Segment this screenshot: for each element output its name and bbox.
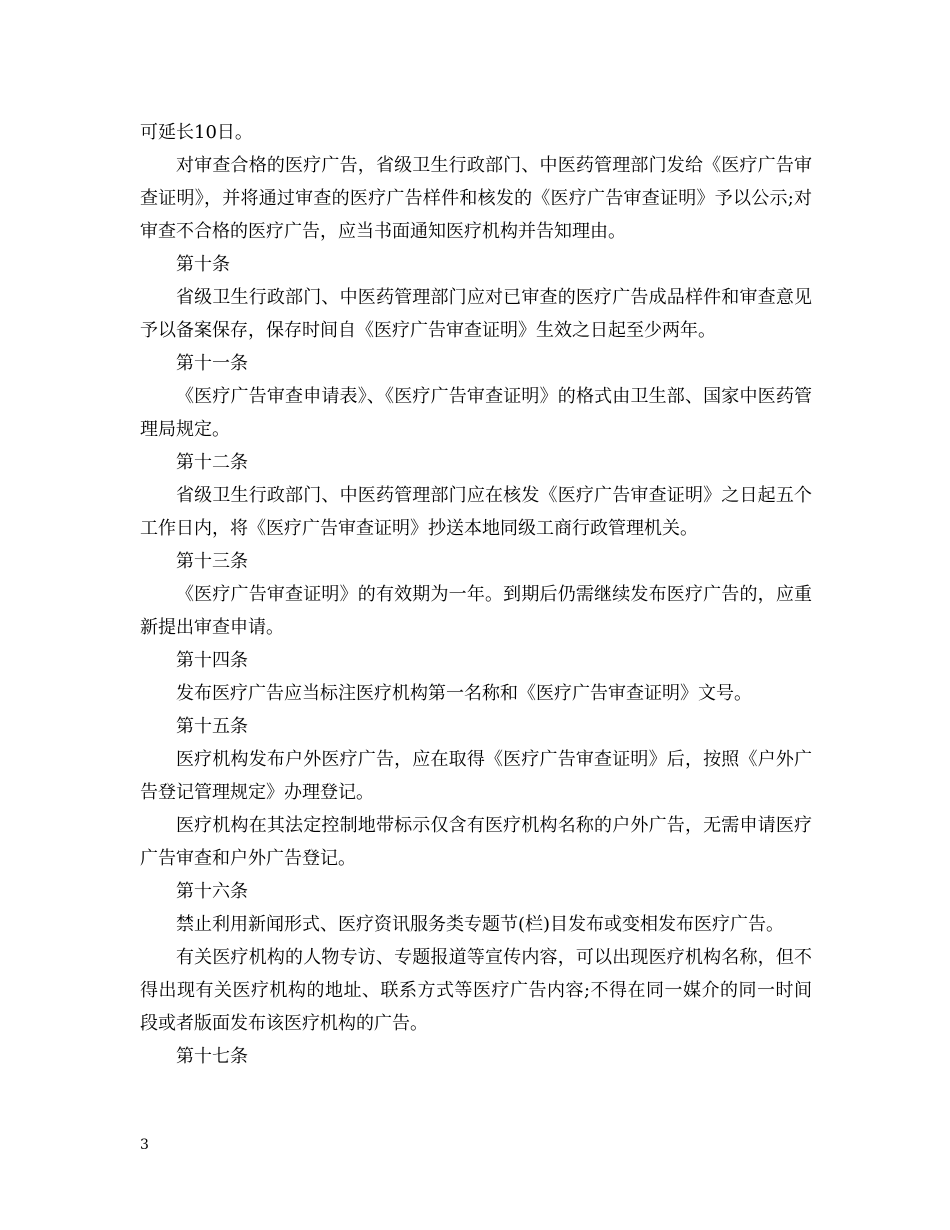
paragraph: 省级卫生行政部门、中医药管理部门应在核发《医疗广告审查证明》之日起五个工作日内，将《医疗广告审查证明》抄送本地同级工商行政管理机关。 <box>140 485 812 539</box>
paragraph: 《医疗广告审查申请表》、《医疗广告审查证明》的格式由卫生部、国家中医药管理局规定。 <box>140 386 812 440</box>
page-number: 3 <box>140 1137 149 1153</box>
body-text <box>140 116 812 1073</box>
article-heading: 第十六条 <box>176 881 248 902</box>
paragraph: 发布医疗广告应当标注医疗机构第一名称和《医疗广告审查证明》文号。 <box>176 683 752 704</box>
article-heading: 第十三条 <box>176 551 248 572</box>
article-heading: 第十条 <box>176 254 230 275</box>
paragraph: 《医疗广告审查证明》的有效期为一年。到期后仍需继续发布医疗广告的，应重新提出审查申请。 <box>140 584 812 638</box>
article-heading: 第十四条 <box>176 650 248 671</box>
paragraph: 医疗机构在其法定控制地带标示仅含有医疗机构名称的户外广告，无需申请医疗广告审查和户外广告登记。 <box>140 815 812 869</box>
article-heading: 第十七条 <box>176 1046 248 1067</box>
paragraph: 对审查合格的医疗广告，省级卫生行政部门、中医药管理部门发给《医疗广告审查证明》，并将通过审查的医疗广告样件和核发的《医疗广告审查证明》予以公示;对审查不合格的医疗广告，应当书面通知医疗机构并告知理由。 <box>140 155 812 242</box>
paragraph: 禁止利用新闻形式、医疗资讯服务类专题节(栏)目发布或变相发布医疗广告。 <box>176 914 785 935</box>
paragraph: 省级卫生行政部门、中医药管理部门应对已审查的医疗广告成品样件和审查意见予以备案保存，保存时间自《医疗广告审查证明》生效之日起至少两年。 <box>140 287 812 341</box>
article-heading: 第十一条 <box>176 353 248 374</box>
article-heading: 第十二条 <box>176 452 248 473</box>
paragraph: 医疗机构发布户外医疗广告，应在取得《医疗广告审查证明》后，按照《户外广告登记管理规定》办理登记。 <box>140 749 812 803</box>
article-heading: 第十五条 <box>176 716 248 737</box>
paragraph: 可延长10日。 <box>140 122 253 143</box>
paragraph: 有关医疗机构的人物专访、专题报道等宣传内容，可以出现医疗机构名称，但不得出现有关医疗机构的地址、联系方式等医疗广告内容;不得在同一媒介的同一时间段或者版面发布该医疗机构的广告。 <box>140 947 812 1034</box>
